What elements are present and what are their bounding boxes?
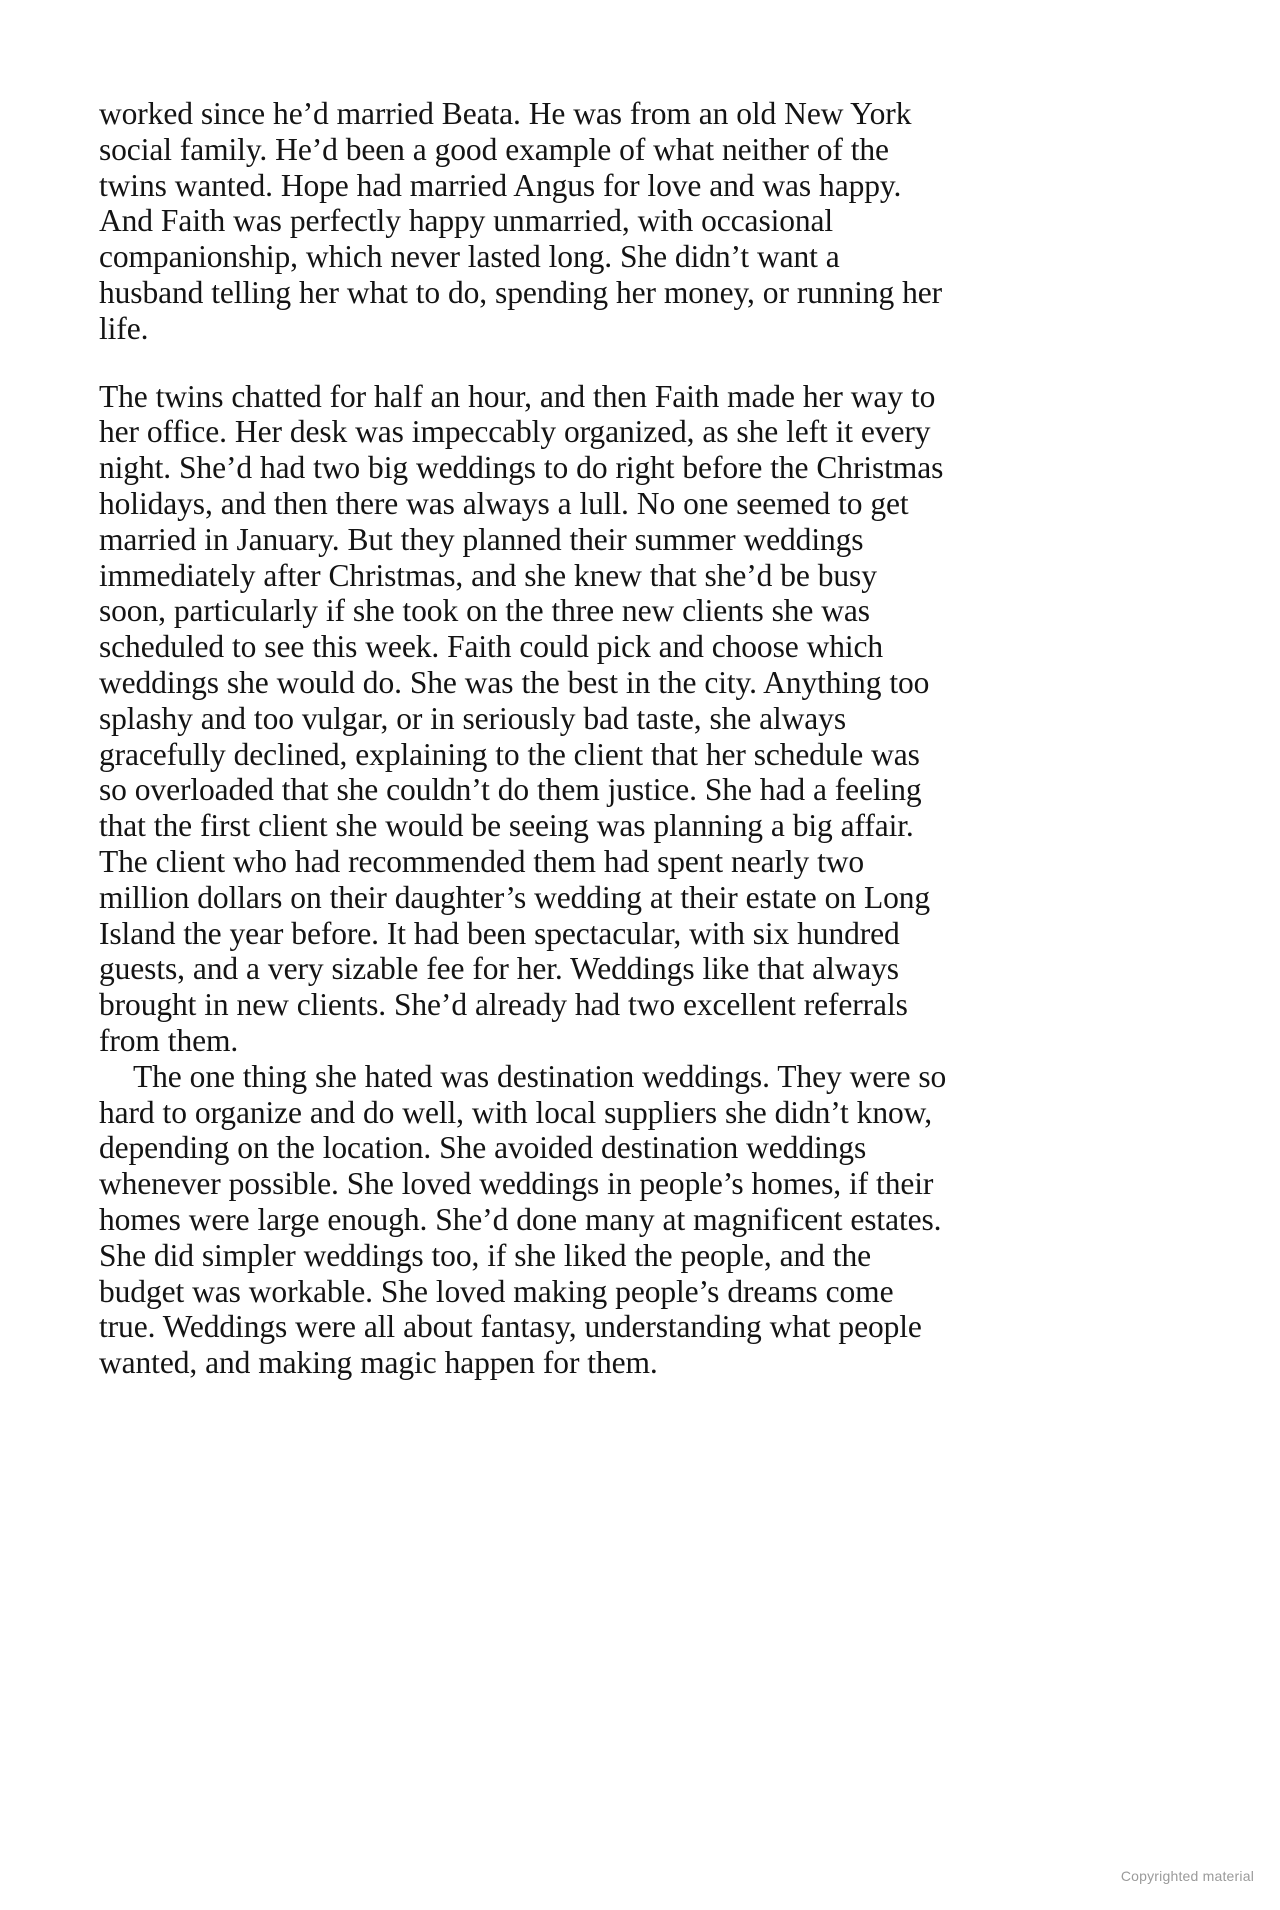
body-paragraph-2: The twins chatted for half an hour, and then Faith made her way to her office. Her desk was impeccably organized, as she left it every night. She’d had two big weddings to do right before the Christmas holidays, and then there was always a lull. No one seemed to get married in January. But they planned their summer weddings immediately after Christmas, and she knew that she’d be busy soon, particularly if she took on the three new clients she was scheduled to see this week. Faith could pick and choose which weddings she would do. She was the best in the city. Anything too splashy and too vulgar, or in seriously bad taste, she always gracefully declined, explaining to the client that her schedule was so overloaded that she couldn’t do them justice. She had a feeling that the first client she would be seeing was planning a big affair. The client who had recommended them had spent nearly two million dollars on their daughter’s wedding at their estate on Long Island the year before. It had been spectacular, with six hundred guests, and a very sizable fee for her. Weddings like that always brought in new clients. She’d already had two excellent referrals from them. <box>99 378 944 1058</box>
copyright-notice: Copyrighted material <box>1120 1868 1254 1884</box>
body-paragraph-3: The one thing she hated was destination weddings. They were so hard to organize and do well, with local suppliers she didn’t know, depending on the location. She avoided destination weddings whenever possible. She loved weddings in people’s homes, if their homes were large enough. She’d done many at magnificent estates. She did simpler weddings too, if she liked the people, and the budget was workable. She loved making people’s dreams come true. Weddings were all about fantasy, understanding what people wanted, and making magic happen for them. <box>99 1058 947 1381</box>
page-text-column <box>99 96 951 1381</box>
body-paragraph-1: worked since he’d married Beata. He was from an old New York social family. He’d been a good example of what neither of the twins wanted. Hope had married Angus for love and was happy. And Faith was perfectly happy unmarried, with occasional companionship, which never lasted long. She didn’t want a husband telling her what to do, spending her money, or running her life. <box>99 96 943 346</box>
